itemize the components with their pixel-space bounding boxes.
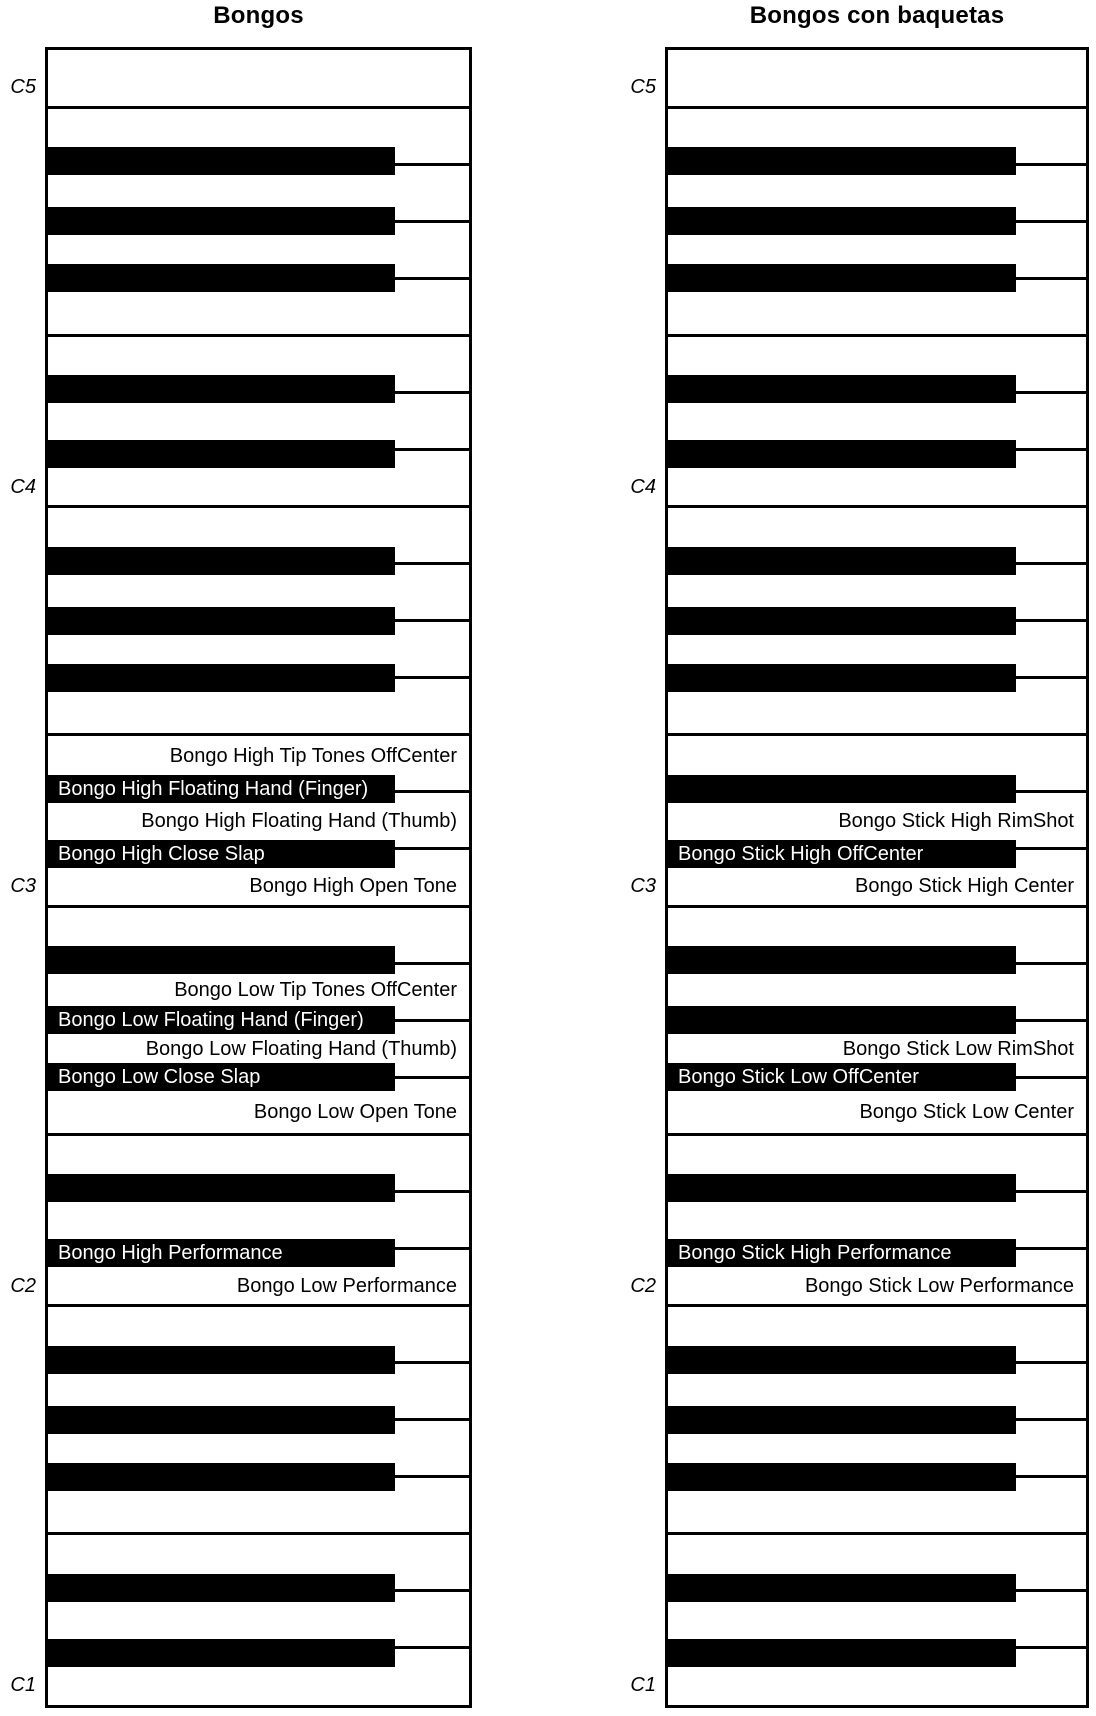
octave-label-c4: C4: [630, 475, 656, 498]
black-key-d-sharp-1: [668, 1574, 1016, 1602]
black-key-d-sharp-2: [48, 1174, 395, 1202]
white-key-label-g2: Bongo Low Floating Hand (Thumb): [145, 1037, 457, 1060]
black-key-a-sharp-4: [48, 147, 395, 175]
key-divider-line: [48, 733, 469, 736]
octave-label-c4: C4: [10, 475, 36, 498]
white-key-label-c2: Bongo Low Performance: [236, 1274, 457, 1297]
white-key-label-c2: Bongo Stick Low Performance: [804, 1274, 1074, 1297]
black-key-g-sharp-2: [668, 1006, 1016, 1034]
octave-label-c2: C2: [10, 1274, 36, 1297]
key-divider-line: [48, 905, 469, 908]
black-key-f-sharp-4: [48, 264, 395, 292]
black-key-d-sharp-2: [668, 1174, 1016, 1202]
black-key-d-sharp-1: [48, 1574, 395, 1602]
black-key-c-sharp-3: Bongo Stick High OffCenter: [668, 840, 1016, 868]
black-key-c-sharp-2: Bongo Stick High Performance: [668, 1239, 1016, 1267]
key-divider-line: [48, 1532, 469, 1535]
key-divider-line: [668, 905, 1086, 908]
black-key-f-sharp-2: Bongo Stick Low OffCenter: [668, 1063, 1016, 1091]
black-key-g-sharp-3: [668, 607, 1016, 635]
black-key-a-sharp-2: [48, 946, 395, 974]
octave-label-c2: C2: [630, 1274, 656, 1297]
white-key-label-c3: Bongo Stick High Center: [854, 875, 1074, 898]
key-divider-line: [668, 1532, 1086, 1535]
keyboard-bongos-con-baquetas: [630, 47, 1089, 1708]
octave-label-c3: C3: [10, 875, 36, 898]
key-divider-line: [48, 1133, 469, 1136]
key-divider-line: [668, 505, 1086, 508]
black-key-a-sharp-2: [668, 946, 1016, 974]
white-key-label-f2: Bongo Stick Low Center: [859, 1101, 1074, 1124]
black-key-c-sharp-1: [48, 1639, 395, 1667]
black-key-g-sharp-2: Bongo Low Floating Hand (Finger): [48, 1006, 395, 1034]
white-key-label-d3: Bongo High Floating Hand (Thumb): [141, 810, 457, 833]
black-key-g-sharp-3: [48, 607, 395, 635]
black-key-a-sharp-1: [668, 1346, 1016, 1374]
key-divider-line: [48, 334, 469, 337]
white-key-label-c3: Bongo High Open Tone: [249, 875, 457, 898]
black-key-d-sharp-4: [48, 375, 395, 403]
white-key-label-e3: Bongo High Tip Tones OffCenter: [169, 744, 457, 767]
black-key-a-sharp-4: [668, 147, 1016, 175]
black-key-g-sharp-1: [48, 1406, 395, 1434]
white-key-c5: [668, 50, 1086, 107]
black-key-d-sharp-3: Bongo High Floating Hand (Finger): [48, 775, 395, 803]
black-key-c-sharp-4: [48, 440, 395, 468]
black-key-c-sharp-2: Bongo High Performance: [48, 1239, 395, 1267]
black-key-a-sharp-1: [48, 1346, 395, 1374]
octave-label-c1: C1: [10, 1674, 36, 1696]
white-key-label-g2: Bongo Stick Low RimShot: [842, 1037, 1074, 1060]
black-key-a-sharp-3: [48, 547, 395, 575]
black-key-c-sharp-3: Bongo High Close Slap: [48, 840, 395, 868]
right-keyboard-title: Bongos con baquetas: [749, 2, 1005, 29]
black-key-a-sharp-3: [668, 547, 1016, 575]
key-divider-line: [48, 106, 469, 109]
black-key-f-sharp-4: [668, 264, 1016, 292]
keyboard-bongos: [10, 47, 472, 1708]
octave-label-c5: C5: [630, 76, 656, 99]
key-divider-line: [668, 1304, 1086, 1307]
left-keyboard-title: Bongos: [213, 2, 304, 29]
octave-label-c1: C1: [630, 1674, 656, 1696]
black-key-f-sharp-1: [668, 1463, 1016, 1491]
key-divider-line: [668, 733, 1086, 736]
black-key-c-sharp-1: [668, 1639, 1016, 1667]
key-divider-line: [668, 1133, 1086, 1136]
black-key-f-sharp-3: [668, 664, 1016, 692]
black-key-f-sharp-1: [48, 1463, 395, 1491]
black-key-f-sharp-3: [48, 664, 395, 692]
key-divider-line: [48, 505, 469, 508]
white-key-label-d3: Bongo Stick High RimShot: [838, 810, 1074, 833]
key-divider-line: [48, 1304, 469, 1307]
white-key-label-f2: Bongo Low Open Tone: [253, 1101, 457, 1124]
key-divider-line: [668, 106, 1086, 109]
black-key-c-sharp-4: [668, 440, 1016, 468]
black-key-d-sharp-3: [668, 775, 1016, 803]
black-key-g-sharp-1: [668, 1406, 1016, 1434]
black-key-g-sharp-4: [668, 207, 1016, 235]
black-key-d-sharp-4: [668, 375, 1016, 403]
black-key-g-sharp-4: [48, 207, 395, 235]
white-key-label-a2: Bongo Low Tip Tones OffCenter: [174, 979, 457, 1002]
octave-label-c5: C5: [10, 76, 36, 99]
white-key-c5: [48, 50, 469, 107]
key-divider-line: [668, 334, 1086, 337]
black-key-f-sharp-2: Bongo Low Close Slap: [48, 1063, 395, 1091]
octave-label-c3: C3: [630, 875, 656, 898]
